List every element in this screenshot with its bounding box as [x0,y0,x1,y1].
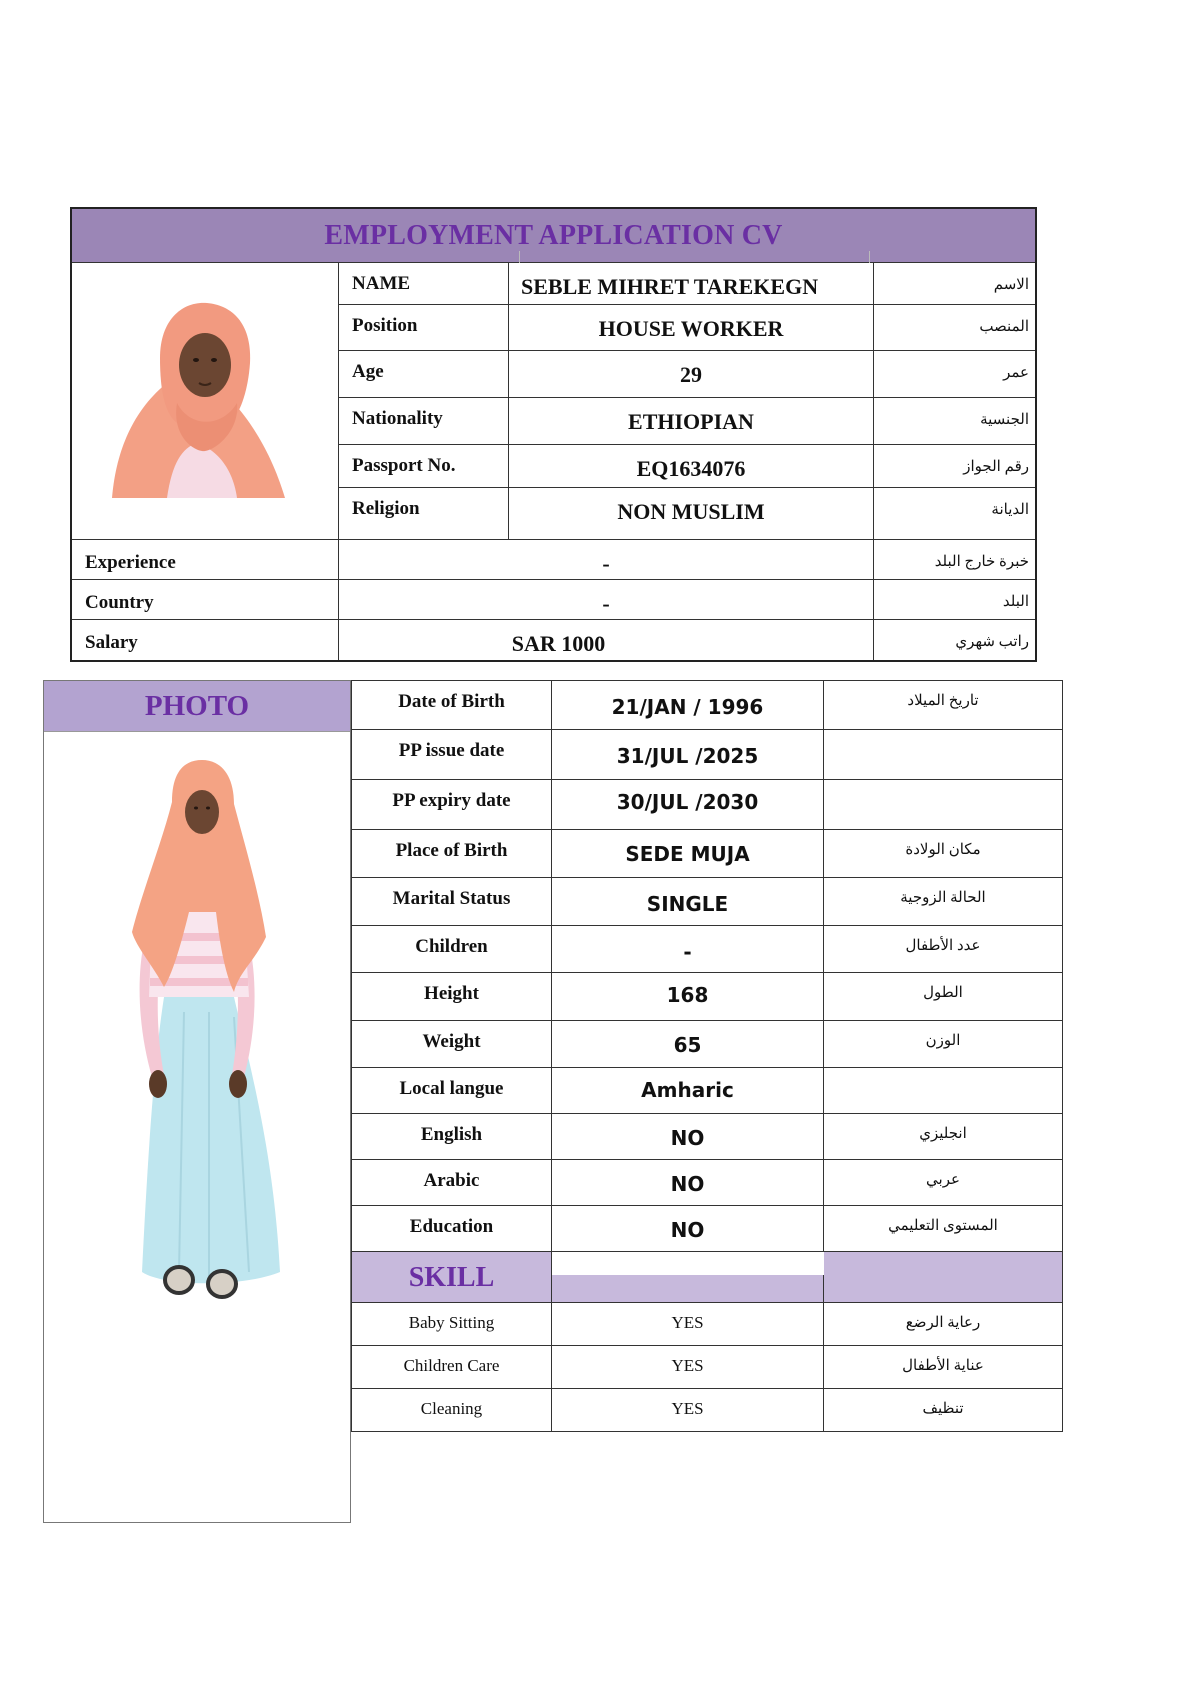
row-label: Arabic [352,1160,552,1205]
row-label: Country [72,580,339,619]
row-arabic-label: الوزن [925,1033,961,1049]
row-arabic-label: المنصب [979,319,1029,335]
row-value: SINGLE [552,878,824,925]
row-experience [72,540,1035,580]
row-arabic-label: البلد [1002,594,1029,610]
row-nationality [339,398,1035,445]
skill-row-children-care [351,1346,1063,1389]
row-label: Marital Status [352,878,552,925]
full-photo-panel [43,680,351,1523]
skill-header-fill [552,1275,824,1302]
top-info-table [70,207,1037,662]
skill-arabic-label: رعاية الرضع [905,1315,981,1331]
row-label: Salary [72,620,339,660]
row-weight [351,1021,1063,1068]
row-value: SEDE MUJA [552,830,824,877]
row-height [351,973,1063,1021]
skill-row-baby-sitting [351,1303,1063,1346]
row-date-of-birth [351,680,1063,730]
row-arabic-label [824,730,1062,779]
row-arabic-label: انجليزي [919,1126,967,1142]
row-label: Position [339,305,509,350]
row-value: SAR 1000 [339,620,874,660]
row-education [351,1206,1063,1252]
row-arabic-label: الاسم [993,277,1029,293]
row-value: 30/JUL /2030 [552,780,824,829]
row-label: Weight [352,1021,552,1067]
skill-label: Baby Sitting [352,1303,552,1345]
row-label: Passport No. [339,445,509,487]
row-label: Local langue [352,1068,552,1113]
row-label: Experience [72,540,339,579]
row-place-of-birth [351,830,1063,878]
row-label: Nationality [339,398,509,444]
row-arabic-label: الديانة [991,502,1029,518]
skill-value: YES [552,1389,824,1431]
row-local-language [351,1068,1063,1114]
row-country [72,580,1035,620]
row-salary [72,620,1035,660]
skill-label: Children Care [352,1346,552,1388]
row-religion [339,488,1035,540]
row-age [339,351,1035,398]
row-value: 65 [552,1021,824,1067]
skill-arabic-label: تنظيف [922,1401,964,1417]
row-value: NO [552,1206,824,1251]
portrait-photo-cell [72,263,339,540]
row-arabic-label: عدد الأطفال [905,938,981,954]
row-label: NAME [339,263,509,304]
row-passport [339,445,1035,488]
photo-heading: PHOTO [44,681,350,732]
row-arabic-label: تاريخ الميلاد [907,693,979,709]
row-value: NON MUSLIM [509,488,874,539]
row-arabic-label: راتب شهري [955,634,1029,650]
row-pp-issue-date [351,730,1063,780]
row-value: 168 [552,973,824,1020]
full-body-photo [44,732,350,1332]
skill-label: Cleaning [352,1389,552,1431]
row-label: PP expiry date [352,780,552,829]
row-label: Age [339,351,509,397]
row-arabic-label: رقم الجواز [963,459,1029,475]
skill-heading: SKILL [352,1252,552,1302]
row-value: SEBLE MIHRET TAREKEGN [509,263,874,304]
row-arabic-label: الجنسية [980,412,1029,428]
skill-row-cleaning [351,1389,1063,1432]
row-arabic-label: المستوى التعليمي [888,1218,998,1234]
row-label: Religion [339,488,509,539]
row-arabic-label: عربي [926,1172,960,1188]
row-english [351,1114,1063,1160]
skill-header-fill [824,1252,1062,1302]
row-arabic [351,1160,1063,1206]
row-value: Amharic [552,1068,824,1113]
skill-value: YES [552,1303,824,1345]
row-value: 31/JUL /2025 [552,730,824,779]
row-label: Children [352,926,552,972]
row-value: ETHIOPIAN [509,398,874,444]
page-title: EMPLOYMENT APPLICATION CV [324,219,783,251]
row-label: Place of Birth [352,830,552,877]
row-arabic-label: مكان الولادة [905,842,981,858]
row-value: 29 [509,351,874,397]
row-value: EQ1634076 [509,445,874,487]
row-arabic-label: عمر [1003,365,1029,381]
row-value: - [339,580,874,619]
row-arabic-label: خبرة خارج البلد [934,554,1029,570]
row-value: - [552,926,824,972]
row-value: NO [552,1160,824,1205]
row-pp-expiry-date [351,780,1063,830]
row-position [339,305,1035,351]
row-value: 21/JAN / 1996 [552,681,824,729]
row-children [351,926,1063,973]
row-label: Education [352,1206,552,1251]
skill-value: YES [552,1346,824,1388]
row-label: Date of Birth [352,681,552,729]
skill-header-row [351,1252,1063,1303]
row-arabic-label: الطول [923,985,963,1001]
page-title-bar [72,209,1035,263]
row-label: PP issue date [352,730,552,779]
row-label: Height [352,973,552,1020]
row-value: NO [552,1114,824,1159]
portrait-photo [72,263,339,540]
row-marital-status [351,878,1063,926]
row-name [339,263,1035,305]
skill-arabic-label: عناية الأطفال [902,1358,984,1374]
row-label: English [352,1114,552,1159]
row-arabic-label: الحالة الزوجية [900,890,986,906]
row-value: HOUSE WORKER [509,305,874,350]
row-arabic-label [824,1068,1062,1113]
row-arabic-label [824,780,1062,829]
row-value: - [339,540,874,579]
